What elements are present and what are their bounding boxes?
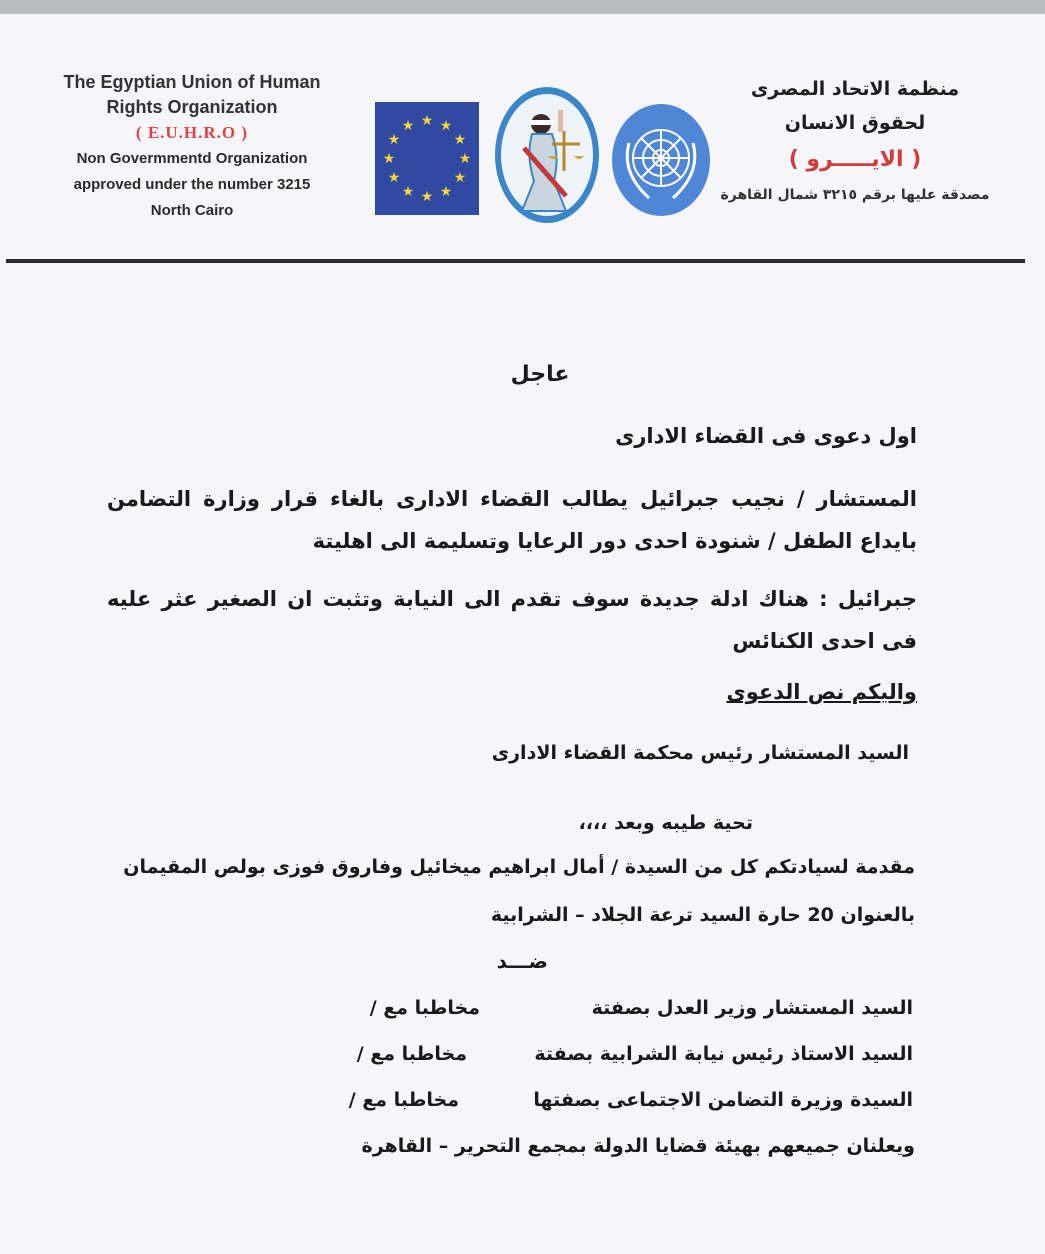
star-icon: ★ <box>420 189 434 205</box>
un-emblem-logo <box>611 103 712 218</box>
star-icon: ★ <box>420 113 434 129</box>
star-icon: ★ <box>387 170 401 186</box>
star-icon: ★ <box>401 118 415 135</box>
org-name-ar: منظمة الاتحاد المصرى لحقوق الانسان <box>750 78 960 134</box>
english-letterhead <box>22 70 362 228</box>
against-label: ضـــد <box>496 949 548 973</box>
document-title: اول دعوى فى القضاء الادارى <box>615 424 917 448</box>
arabic-letterhead <box>720 72 990 210</box>
org-location-line: North Cairo <box>150 202 234 219</box>
paragraph-lawsuit-summary: المستشار / نجيب جبرائيل يطالب القضاء الادارى بالغاء قرار وزارة التضامن بايداع الطفل / شنودة احدى دور الرعايا وتسليمة الى اهليتة <box>107 487 917 553</box>
org-status-line: Non Govermmentd Organization <box>76 150 308 167</box>
service-notice-line: ويعلنان جميعهم بهيئة قضايا الدولة بمجمع التحرير – القاهرة <box>361 1135 915 1157</box>
plaintiffs-address-line: بالعنوان 20 حارة السيد ترعة الجلاد – الشرابية <box>490 904 915 926</box>
addressee-line: السيد المستشار رئيس محكمة القضاء الادارى <box>491 742 909 764</box>
star-icon: ★ <box>401 183 415 200</box>
defendant-name: السيدة وزيرة التضامن الاجتماعى بصفتها <box>533 1089 913 1111</box>
defendant-served-note: مخاطبا مع / <box>348 1089 459 1111</box>
paragraph-new-evidence: جبرائيل : هناك ادلة جديدة سوف تقدم الى النيابة وتثبت ان الصغير عثر عليه فى احدى الكنائس <box>107 587 917 653</box>
defendant-name: السيد الاستاذ رئيس نيابة الشرابية بصفتة <box>534 1043 913 1065</box>
greeting-line: تحية طيبه وبعد ،،،، <box>578 812 753 834</box>
lady-justice-logo <box>494 86 600 224</box>
star-icon: ★ <box>453 170 467 186</box>
plaintiffs-line: مقدمة لسيادتكم كل من السيدة / أمال ابراهيم ميخائيل وفاروق فوزى بولص المقيمان <box>123 856 915 878</box>
star-icon: ★ <box>387 132 401 148</box>
org-abbreviation-ar: ( الايـــــرو ) <box>788 147 922 172</box>
org-approval-line: approved under the number 3215 <box>73 176 311 193</box>
star-icon: ★ <box>439 183 453 200</box>
defendant-name: السيد المستشار وزير العدل بصفتة <box>591 997 913 1019</box>
org-approval-ar: مصدقة عليها برقم ٣٢١٥ شمال القاهرة <box>720 187 990 203</box>
header-divider <box>6 259 1025 263</box>
star-icon: ★ <box>382 151 396 167</box>
eu-flag-logo <box>375 102 479 215</box>
urgent-label: عاجل <box>510 362 570 387</box>
star-icon: ★ <box>458 151 472 167</box>
org-name-en-line2: Rights Organization <box>106 97 278 117</box>
star-icon: ★ <box>439 118 453 135</box>
globe-icon <box>633 130 689 186</box>
org-name-en-line1: The Egyptian Union of Human <box>63 72 321 92</box>
defendant-served-note: مخاطبا مع / <box>356 1043 467 1065</box>
star-icon: ★ <box>453 132 467 148</box>
lawsuit-text-heading: واليكم نص الدعوى <box>726 680 917 704</box>
org-abbreviation: ( E.U.H.R.O ) <box>135 123 249 142</box>
defendant-served-note: مخاطبا مع / <box>369 997 480 1019</box>
